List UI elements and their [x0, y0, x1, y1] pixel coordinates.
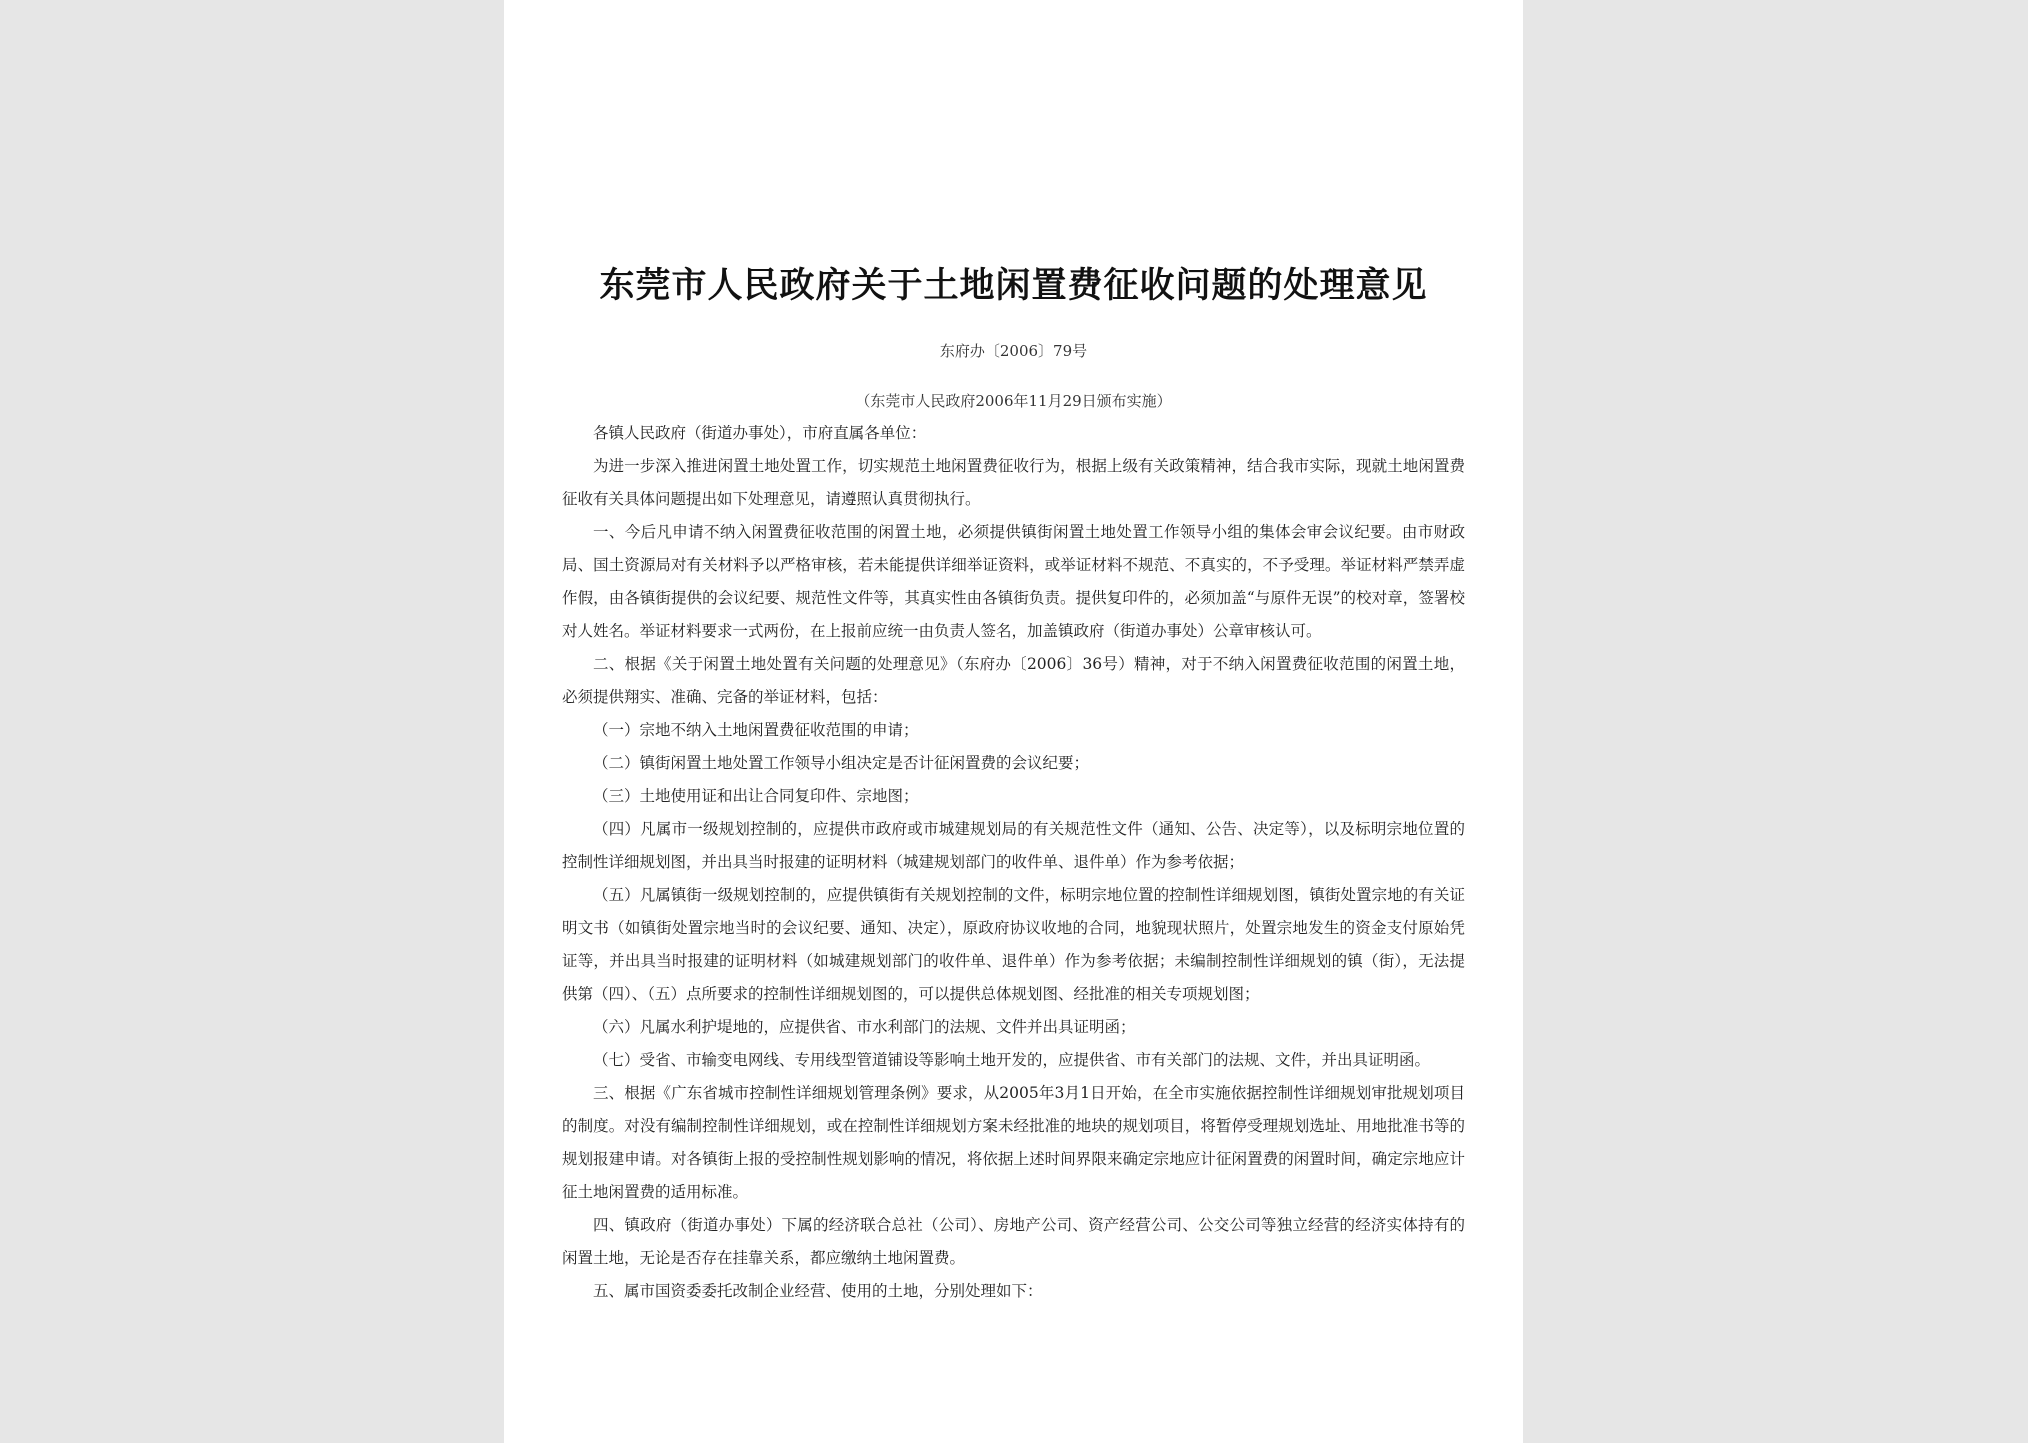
- paragraph-item-2: （二）镇街闲置土地处置工作领导小组决定是否计征闲置费的会议纪要；: [593, 754, 1090, 772]
- paragraph-section-2: 二、根据《关于闲置土地处置有关问题的处理意见》（东府办〔2006〕36号）精神，对于不纳入闲置费征收范围的闲置土地，必须提供翔实、准确、完备的举证材料，包括：: [562, 655, 1465, 706]
- paragraph-preamble: 为进一步深入推进闲置土地处置工作，切实规范土地闲置费征收行为，根据上级有关政策精神，结合我市实际，现就土地闲置费征收有关具体问题提出如下处理意见，请遵照认真贯彻执行。: [562, 457, 1465, 508]
- paragraph-section-3: 三、根据《广东省城市控制性详细规划管理条例》要求，从2005年3月1日开始，在全市实施依据控制性详细规划审批规划项目的制度。对没有编制控制性详细规划，或在控制性详细规划方案未经批准的地块的规划项目，将暂停受理规划选址、用地批准书等的规划报建申请。对各镇街上报的受控制性规划影响的情况，将依据上述时间界限来确定宗地应计征闲置费的闲置时间，确定宗地应计征土地闲置费的适用标准。: [562, 1084, 1465, 1201]
- document-page: [504, 0, 1523, 1443]
- issue-note: （东莞市人民政府2006年11月29日颁布实施）: [855, 392, 1172, 410]
- document-number: 东府办〔2006〕79号: [939, 342, 1088, 360]
- paragraph-item-7: （七）受省、市输变电网线、专用线型管道铺设等影响土地开发的，应提供省、市有关部门的法规、文件，并出具证明函。: [593, 1051, 1431, 1069]
- paragraph-item-6: （六）凡属水利护堤地的，应提供省、市水利部门的法规、文件并出具证明函；: [593, 1018, 1136, 1036]
- paragraph-item-4: （四）凡属市一级规划控制的，应提供市政府或市城建规划局的有关规范性文件（通知、公告、决定等），以及标明宗地位置的控制性详细规划图，并出具当时报建的证明材料（城建规划部门的收件单、退件单）作为参考依据；: [562, 820, 1465, 871]
- paragraph-section-1: 一、今后凡申请不纳入闲置费征收范围的闲置土地，必须提供镇街闲置土地处置工作领导小组的集体会审会议纪要。由市财政局、国土资源局对有关材料予以严格审核，若未能提供详细举证资料，或举证材料不规范、不真实的，不予受理。举证材料严禁弄虚作假，由各镇街提供的会议纪要、规范性文件等，其真实性由各镇街负责。提供复印件的，必须加盖“与原件无误”的校对章，签署校对人姓名。举证材料要求一式两份，在上报前应统一由负责人签名，加盖镇政府（街道办事处）公章审核认可。: [562, 523, 1465, 640]
- document-body: [562, 417, 1465, 1308]
- paragraph-item-5: （五）凡属镇街一级规划控制的，应提供镇街有关规划控制的文件，标明宗地位置的控制性详细规划图，镇街处置宗地的有关证明文书（如镇街处置宗地当时的会议纪要、通知、决定），原政府协议收地的合同，地貌现状照片，处置宗地发生的资金支付原始凭证等，并出具当时报建的证明材料（如城建规划部门的收件单、退件单）作为参考依据；未编制控制性详细规划的镇（街），无法提供第（四）、（五）点所要求的控制性详细规划图的，可以提供总体规划图、经批准的相关专项规划图；: [562, 886, 1465, 1003]
- paragraph-section-5: 五、属市国资委委托改制企业经营、使用的土地，分别处理如下：: [593, 1282, 1043, 1300]
- paragraph-item-3: （三）土地使用证和出让合同复印件、宗地图；: [593, 787, 919, 805]
- paragraph-item-1: （一）宗地不纳入土地闲置费征收范围的申请；: [593, 721, 919, 739]
- paragraph-section-4: 四、镇政府（街道办事处）下属的经济联合总社（公司）、房地产公司、资产经营公司、公交公司等独立经营的经济实体持有的闲置土地，无论是否存在挂靠关系，都应缴纳土地闲置费。: [562, 1216, 1465, 1267]
- paragraph-salutation: 各镇人民政府（街道办事处），市府直属各单位：: [593, 424, 927, 442]
- document-title: 东莞市人民政府关于土地闲置费征收问题的处理意见: [599, 265, 1428, 306]
